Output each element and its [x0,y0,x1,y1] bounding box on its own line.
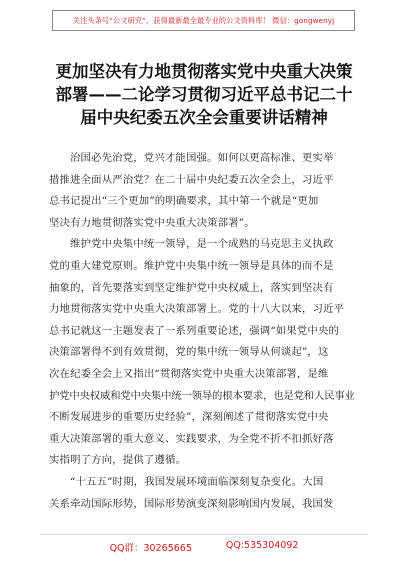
footer-divider [40,534,368,535]
page-footer [0,540,408,554]
body-line: 维护党中央集中统一领导，是一个成熟的马克思主义执政 [70,238,334,251]
document-title [0,60,408,129]
title-line: 更加坚决有力地贯彻落实党中央重大决策 [55,62,353,81]
body-line: 关系牵动国际形势，国际形势演变深刻影响国内发展，我国发 [49,497,334,510]
footer-qq-group: QQ群：30265665 [109,543,192,554]
paragraph [49,234,355,472]
body-line: 党的重大建党原则。维护党中央集中统一领导是具体的而不是 [49,259,334,272]
body-line: 治国必先治党，党兴才能国强。如何以更高标准、更实举 [70,152,334,164]
body-line: 总书记就这一主题发表了一系列重要论述，强调“如果党中央的 [49,324,340,337]
body-line: 抽象的，首先要落实到坚定维护党中央权威上，落实到坚决有 [49,281,334,294]
footer-qq-contact: QQ:535304092 [225,540,299,551]
body-line: “十五五”时期，我国发展环境面临深刻复杂变化。大国 [70,475,324,488]
title-line: 届中央纪委五次全会重要讲话精神 [80,108,328,127]
promo-banner [52,10,355,31]
body-line: 措推进全面从严治党？在二十届中央纪委五次全会上，习近平 [49,173,334,186]
body-line: 护党中央权威和党中央集中统一领导的根本要求，也是党和人民事业 [49,389,355,402]
body-line: 不断发展进步的重要历史经验”，深刻阐述了贯彻落实党中央 [49,411,329,424]
body-line: 重大决策部署的重大意义、实践要求，为全党不折不扣抓好落 [49,432,334,445]
body-line: 次在纪委全会上又指出“贯彻落实党中央重大决策部署，是维 [49,367,329,380]
paragraph [49,148,355,234]
body-line: 决策部署得不到有效贯彻，党的集中统一领导从何谈起”，这 [49,346,329,359]
document-body [49,148,355,515]
body-line: 实指明了方向，提供了遵循。 [49,454,187,467]
promo-banner-text: 关注头条号“公文研究”，获得最新最全最专业的公文资料库！ 微信：gongwenyj [72,15,335,25]
body-line: 坚决有力地贯彻落实党中央重大决策部署”。 [49,216,255,229]
paragraph [49,472,355,515]
title-line: 部署——二论学习贯彻习近平总书记二十 [55,85,353,104]
body-line: 总书记提出“三个更加”的明确要求，其中第一个就是“更加 [49,195,319,208]
body-line: 力地贯彻落实党中央重大决策部署上。党的十八大以来，习近平 [49,303,345,316]
